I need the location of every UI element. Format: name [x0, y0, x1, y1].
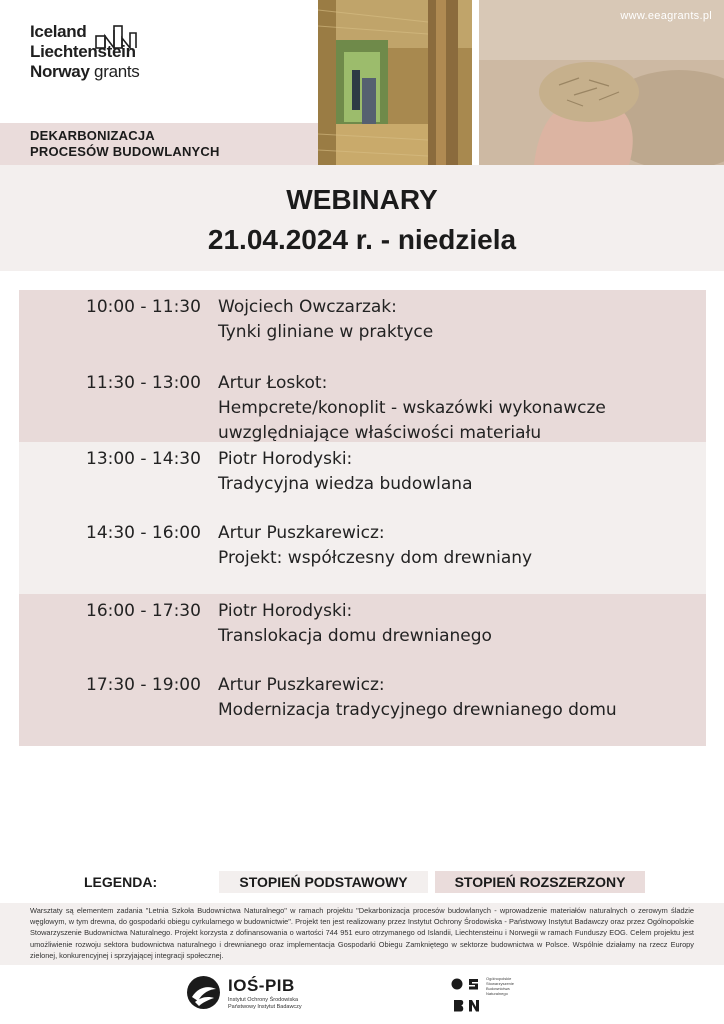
session-speaker: Artur Puszkarewicz:: [218, 523, 385, 543]
schedule-session: [19, 295, 706, 371]
session-speaker: Artur Łoskot:: [218, 373, 328, 393]
schedule-block-advanced-2: [19, 594, 706, 746]
project-title-band: [0, 123, 318, 165]
session-info: [218, 447, 706, 521]
ios-pib-name: IOŚ-PIB: [228, 976, 295, 995]
session-time: 14:30 - 16:00: [86, 523, 201, 543]
session-speaker: Artur Puszkarewicz:: [218, 675, 385, 695]
eea-grants-mark-icon: [95, 24, 137, 56]
logo-grants: grants: [94, 62, 140, 81]
session-info: [218, 599, 706, 673]
ios-pib-subtitle-2: Państwowy Instytut Badawczy: [228, 1004, 302, 1010]
session-topic: Tradycyjna wiedza budowlana: [218, 474, 473, 494]
session-topic-continued: uwzględniające właściwości materiału: [218, 423, 542, 443]
logo-line-liechtenstein: Liechtenstein: [30, 42, 136, 61]
schedule-session: [19, 599, 706, 673]
schedule: [19, 290, 706, 746]
schedule-block-advanced-1: [19, 290, 706, 442]
legend: [0, 871, 724, 893]
logo-norway: Norway: [30, 62, 90, 81]
osbn-subtitle: [486, 976, 526, 996]
session-time: 13:00 - 14:30: [86, 449, 201, 469]
footnote-text: Warsztaty są elementem zadania "Letnia Szkoła Budownictwa Naturalnego" w ramach projektu "Dekarbonizacja procesów budowlanych - wprowadzenie materiałów naturalnych o zerowym śladzie węglowym, w tym drewna, do gospodarki obiegu cyrkularnego w budownictwie". Projekt ten jest realizowany przez Instytut Ochrony Środowiska - Państwowy Instytut Badawczy oraz przez Ogólnopolskie Stowarzyszenie Budownictwa Naturalnego. Projekt korzysta z dofinansowania o wartości 744 951 euro otrzymanego od Islandii, Liechtensteinu i Norwegii w ramach Funduszy EOG. Celem projektu jest umożliwienie rozwoju sektora budownictwa naturalnego i drewnianego oraz implementacja Gospodarki Obiegu Zamkniętego w sektorze budownictwa w Polsce. Wspólnie działamy na rzecz Europy zielonej, konkurencyjnej i sprzyjającej integracji społecznej.: [30, 906, 694, 960]
legend-label: LEGENDA:: [84, 874, 158, 890]
osbn-logo: [450, 975, 520, 1015]
schedule-session: [19, 673, 706, 747]
session-time: 17:30 - 19:00: [86, 675, 201, 695]
session-time: 11:30 - 13:00: [86, 373, 201, 393]
osbn-subtitle-2: Stowarzyszenie: [486, 981, 515, 986]
logo-line-iceland: Iceland: [30, 22, 87, 41]
session-topic: Tynki gliniane w praktyce: [218, 322, 434, 342]
legend-basic-level: STOPIEŃ PODSTAWOWY: [219, 871, 428, 893]
session-info: [218, 371, 706, 445]
ios-pib-subtitle-1: Instytut Ochrony Środowiska: [228, 997, 299, 1003]
session-time: 16:00 - 17:30: [86, 601, 201, 621]
session-topic: Translokacja domu drewnianego: [218, 626, 492, 646]
session-info: [218, 295, 706, 371]
osbn-subtitle-1: Ogólnopolskie: [486, 976, 512, 981]
page-title: WEBINARY: [286, 184, 438, 215]
legend-advanced-level: STOPIEŃ ROZSZERZONY: [435, 871, 645, 893]
session-speaker: Wojciech Owczarzak:: [218, 297, 397, 317]
session-topic: Modernizacja tradycyjnego drewnianego domu: [218, 700, 617, 720]
osbn-mark-icon: [450, 975, 482, 1015]
photo-hemp-shives-in-hand: [479, 0, 724, 165]
session-info: [218, 521, 706, 595]
project-title-line-2: PROCESÓW BUDOWLANYCH: [30, 144, 220, 159]
event-date: 21.04.2024 r. - niedziela: [207, 224, 517, 255]
osbn-subtitle-4: Naturalnego: [486, 991, 508, 996]
osbn-subtitle-3: Budownictwa: [486, 986, 510, 991]
session-info: [218, 673, 706, 747]
session-speaker: Piotr Horodyski:: [218, 449, 353, 469]
eea-grants-url[interactable]: www.eeagrants.pl: [620, 10, 712, 22]
schedule-session: [19, 521, 706, 595]
schedule-session: [19, 371, 706, 445]
schedule-block-basic: [19, 442, 706, 594]
eea-grants-logo: [30, 22, 140, 82]
header: [0, 0, 724, 165]
footnote: [0, 903, 724, 965]
session-time: 10:00 - 11:30: [86, 297, 201, 317]
session-topic: Projekt: współczesny dom drewniany: [218, 548, 533, 568]
title-band: [0, 165, 724, 271]
schedule-session: [19, 447, 706, 521]
project-title-line-1: DEKARBONIZACJA: [30, 128, 155, 143]
logo-line-norway: [30, 62, 140, 82]
session-topic: Hempcrete/konoplit - wskazówki wykonawcze: [218, 398, 606, 418]
ios-pib-mark-icon: [186, 975, 221, 1010]
ios-pib-subtitle: [228, 997, 302, 1011]
session-speaker: Piotr Horodyski:: [218, 601, 353, 621]
photo-straw-wall-building: [318, 0, 472, 165]
